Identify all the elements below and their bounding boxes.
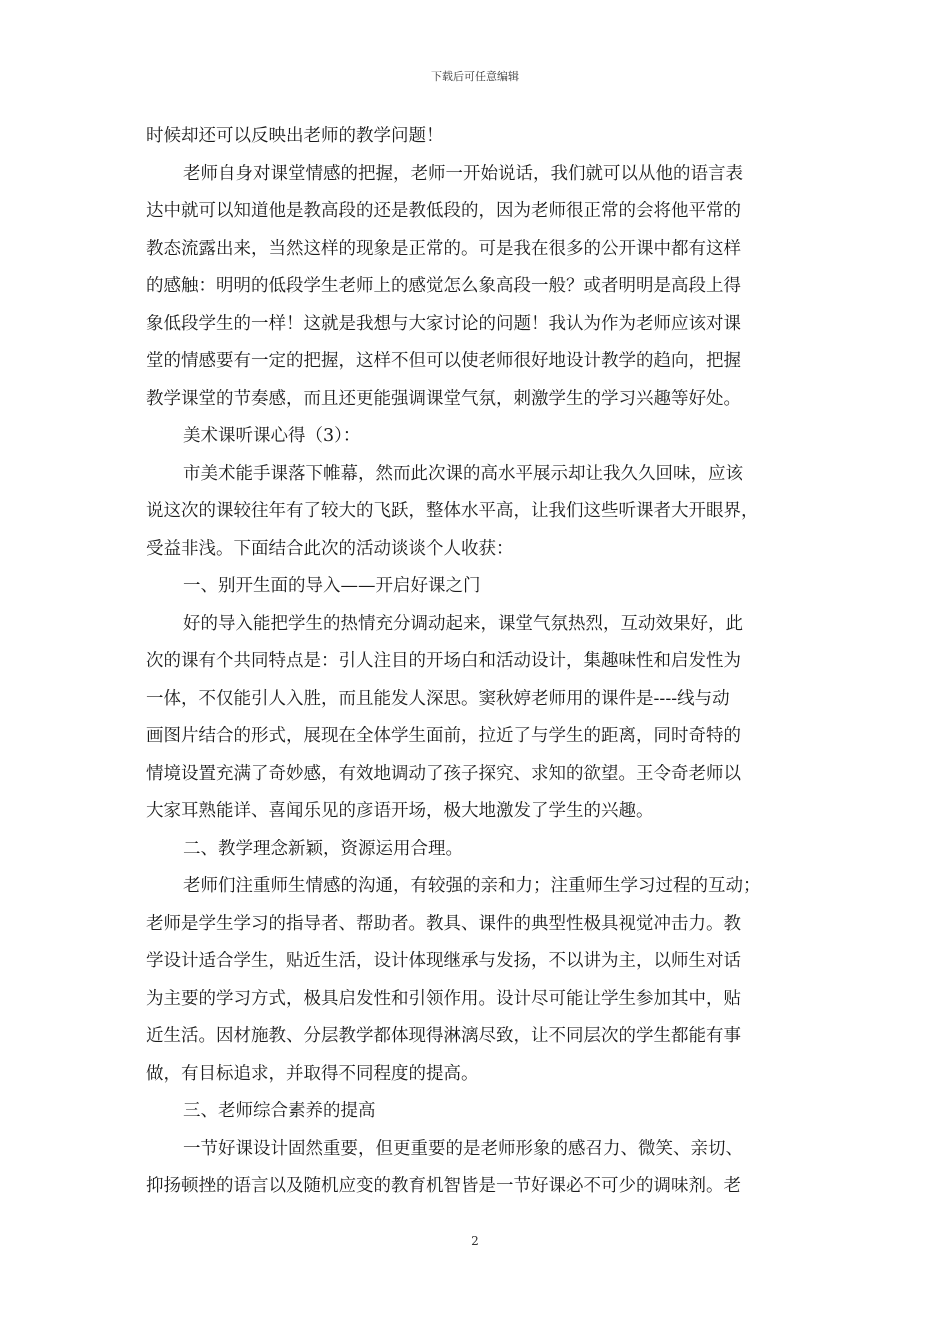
text-line: 美术课听课心得（3）： [183, 426, 361, 446]
text-line: 一、别开生面的导入——开启好课之门 [183, 576, 481, 596]
text-line: 画图片结合的形式，展现在全体学生面前，拉近了与学生的距离，同时奇特的 [146, 726, 741, 746]
text-line: 教学课堂的节奏感，而且还更能强调课堂气氛，刺激学生的学习兴趣等好处。 [146, 388, 741, 409]
text-line: 教态流露出来，当然这样的现象是正常的。可是我在很多的公开课中都有这样 [146, 238, 741, 259]
page-header: 下载后可任意编辑 [431, 70, 519, 83]
text-line: 市美术能手课落下帷幕，然而此次课的高水平展示却让我久久回味，应该 [183, 463, 743, 484]
text-line: 近生活。因材施教、分层教学都体现得淋漓尽致，让不同层次的学生都能有事 [146, 1026, 741, 1046]
text-line: 老师是学生学习的指导者、帮助者。教具、课件的典型性极具视觉冲击力。教 [146, 913, 741, 934]
text-line: 做，有目标追求，并取得不同程度的提高。 [146, 1063, 479, 1084]
text-line: 一节好课设计固然重要，但更重要的是老师形象的感召力、微笑、亲切、 [183, 1138, 743, 1159]
text-line: 受益非浅。下面结合此次的活动谈谈个人收获： [146, 538, 514, 559]
text-line: 大家耳熟能详、喜闻乐见的彦语开场，极大地激发了学生的兴趣。 [146, 801, 654, 821]
text-line: 一体，不仅能引人入胜，而且能发人深思。窦秋婷老师用的课件是----线与动 [146, 688, 730, 709]
document-body [146, 118, 808, 1206]
text-line: 的感触：明明的低段学生老师上的感觉怎么象高段一般？或者明明是高段上得 [146, 276, 741, 296]
text-line: 二、教学理念新颖，资源运用合理。 [183, 838, 463, 859]
text-line: 为主要的学习方式，极具启发性和引领作用。设计尽可能让学生参加其中，贴 [146, 988, 741, 1009]
text-line: 学设计适合学生，贴近生活，设计体现继承与发扬，不以讲为主，以师生对话 [146, 951, 741, 971]
text-line: 三、老师综合素养的提高 [183, 1101, 376, 1121]
text-line: 说这次的课较往年有了较大的飞跃，整体水平高，让我们这些听课者大开眼界， [146, 501, 759, 521]
text-line: 老师们注重师生情感的沟通，有较强的亲和力；注重师生学习过程的互动； [183, 876, 761, 896]
text-line: 达中就可以知道他是教高段的还是教低段的，因为老师很正常的会将他平常的 [146, 201, 741, 221]
text-line: 时候却还可以反映出老师的教学问题！ [146, 126, 444, 146]
text-line: 次的课有个共同特点是：引人注目的开场白和活动设计，集趣味性和启发性为 [146, 651, 741, 671]
text-line: 堂的情感要有一定的把握，这样不但可以使老师很好地设计教学的趋向，把握 [146, 351, 741, 371]
text-line: 抑扬顿挫的语言以及随机应变的教育机智皆是一节好课必不可少的调味剂。老 [146, 1176, 741, 1196]
page-number: 2 [471, 1234, 479, 1248]
text-line: 象低段学生的一样！这就是我想与大家讨论的问题！我认为作为老师应该对课 [146, 313, 741, 334]
text-line: 好的导入能把学生的热情充分调动起来，课堂气氛热烈，互动效果好，此 [183, 613, 743, 634]
text-line: 老师自身对课堂情感的把握，老师一开始说话，我们就可以从他的语言表 [183, 163, 743, 184]
text-line: 情境设置充满了奇妙感，有效地调动了孩子探究、求知的欲望。王令奇老师以 [146, 763, 741, 784]
